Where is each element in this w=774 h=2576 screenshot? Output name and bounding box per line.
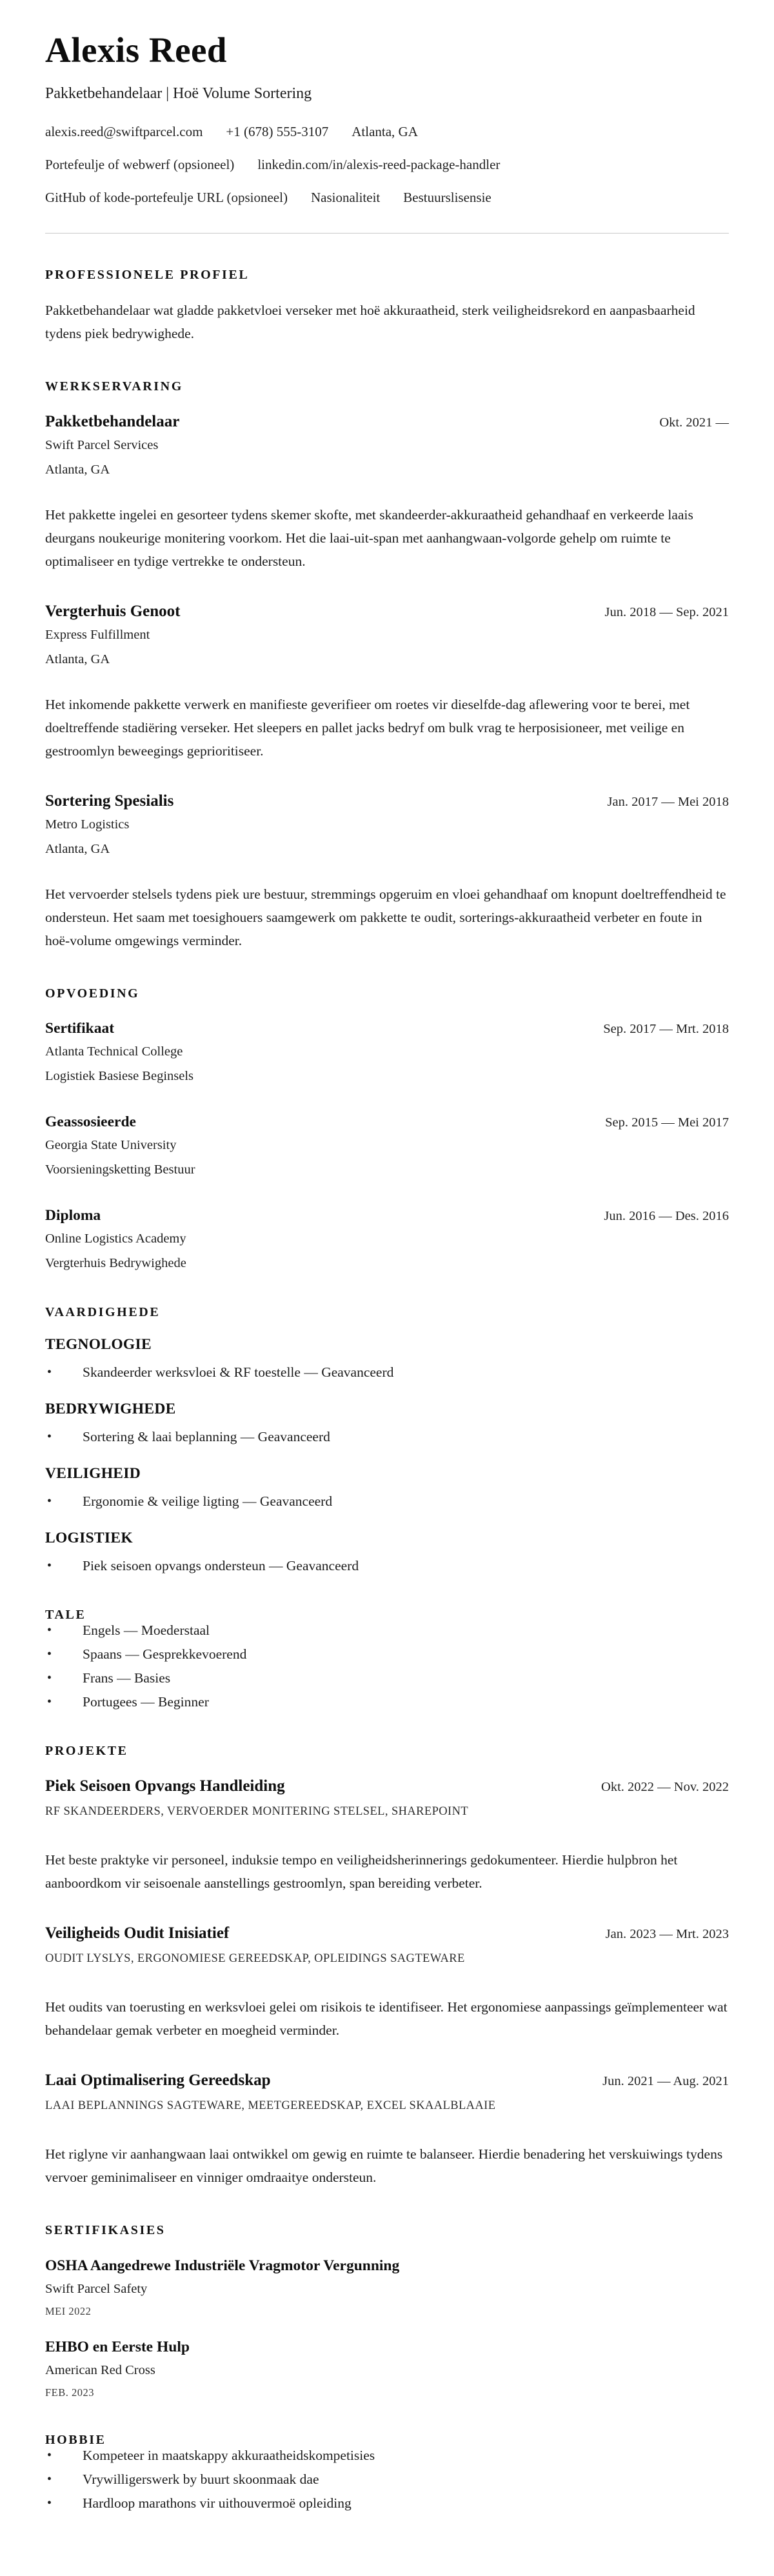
education-entry [45,1020,729,1084]
certification-entry [45,2257,729,2317]
certification-issuer: American Red Cross [45,2362,155,2377]
job-dates: Jan. 2017 — Mei 2018 [607,794,729,809]
language-item: • Frans — Basies [45,1670,729,1686]
candidate-title: Pakketbehandelaar | Hoë Volume Sortering [45,85,312,102]
skill-item: • Piek seisoen opvangs ondersteun — Geavanceerd [45,1558,729,1573]
skills-heading: VAARDIGHEDE [45,1304,161,1319]
field-of-study: Logistiek Basiese Beginsels [45,1068,194,1083]
contact-location: Atlanta, GA [352,123,418,139]
profile-text: Pakketbehandelaar wat gladde pakketvloei verseker met hoë akkuraatheid, sterk veiligheidsrekord en aanpasbaarheid tydens piek bedrywighede. [45,302,695,341]
contact-drivers-license: Bestuurslisensie [403,189,491,205]
job-location: Atlanta, GA [45,462,110,477]
job-dates: Okt. 2021 — [659,415,729,430]
project-entry [45,1777,729,1895]
certification-date: MEI 2022 [45,2304,92,2317]
skill-category-name: VEILIGHEID [45,1464,141,1482]
section-skills [45,1304,729,1573]
section-hobbies [45,2432,729,2511]
hobby-item: • Vrywilligerswerk by buurt skoonmaak dae [45,2471,729,2487]
language-item: • Engels — Moederstaal [45,1622,729,1638]
skill-item: • Ergonomie & veilige ligting — Geavanceerd [45,1493,729,1509]
skill-list [45,1493,729,1509]
header-divider [45,233,729,234]
certifications-heading: SERTIFIKASIES [45,2222,166,2237]
candidate-name: Alexis Reed [45,30,227,70]
job-entry [45,603,729,763]
project-entry [45,2072,729,2189]
language-list [45,1622,729,1710]
education-header [45,1020,729,1037]
skill-item: • Skandeerder werksvloei & RF toestelle — Geavanceerd [45,1364,729,1380]
job-company: Express Fulfillment [45,627,150,642]
contact-email: alexis.reed@swiftparcel.com [45,123,203,139]
contact-phone: +1 (678) 555-3107 [226,123,329,139]
project-tools: LAAI BEPLANNINGS SAGTEWARE, MEETGEREEDSKAP, EXCEL SKAALBLAAIE [45,2099,496,2112]
section-languages [45,1607,729,1710]
hobby-item: • Kompeteer in maatskappy akkuraatheidskompetisies [45,2448,729,2463]
section-profile [45,267,729,345]
job-company: Swift Parcel Services [45,437,159,452]
project-dates: Okt. 2022 — Nov. 2022 [601,1779,729,1794]
job-location: Atlanta, GA [45,841,110,856]
contact-portfolio: Portefeulje of webwerf (opsioneel) [45,156,235,172]
field-of-study: Voorsieningsketting Bestuur [45,1162,195,1177]
contact-block [45,124,729,205]
certification-date: FEB. 2023 [45,2386,95,2399]
experience-heading: WERKSERVARING [45,379,183,394]
hobbies-heading: HOBBIE [45,2432,106,2447]
job-header [45,792,729,810]
education-entry [45,1113,729,1177]
project-header [45,2072,729,2090]
job-title: Vergterhuis Genoot [45,602,181,620]
project-title: Veiligheids Oudit Inisiatief [45,1924,230,1942]
school-name: Atlanta Technical College [45,1044,183,1059]
contact-row-3 [45,190,729,205]
section-projects [45,1743,729,2189]
project-title: Piek Seisoen Opvangs Handleiding [45,1777,285,1795]
job-header [45,413,729,431]
projects-heading: PROJEKTE [45,1743,128,1758]
language-item: • Spaans — Gesprekkevoerend [45,1646,729,1662]
job-dates: Jun. 2018 — Sep. 2021 [604,604,729,619]
skill-category-name: BEDRYWIGHEDE [45,1400,176,1417]
section-certifications [45,2222,729,2399]
skill-list [45,1429,729,1444]
skill-category-name: TEGNOLOGIE [45,1335,152,1353]
education-dates: Sep. 2017 — Mrt. 2018 [603,1021,729,1036]
hobby-item: • Hardloop marathons vir uithouvermoë opleiding [45,2495,729,2511]
contact-nationality: Nasionaliteit [310,189,381,205]
job-title: Sortering Spesialis [45,792,174,810]
job-title: Pakketbehandelaar [45,412,180,430]
job-location: Atlanta, GA [45,652,110,666]
job-description: Het inkomende pakkette verwerk en manifieste geverifieer om roetes vir dieselfde-dag aflewering voor te berei, met doeltreffende stadiëring verseker. Het sleepers en pallet jacks bedryf om bulk vrag te herposisioneer, met veilige en gestroomlyn beweegings geprioritiseer. [45,696,690,759]
school-name: Online Logistics Academy [45,1231,186,1246]
language-item: • Portugees — Beginner [45,1694,729,1710]
contact-github: GitHub of kode-portefeulje URL (opsioneel) [45,189,288,205]
contact-linkedin: linkedin.com/in/alexis-reed-package-handler [257,156,501,172]
project-title: Laai Optimalisering Gereedskap [45,2071,271,2089]
languages-heading: TALE [45,1607,86,1622]
job-entry [45,413,729,573]
section-education [45,986,729,1271]
certification-issuer: Swift Parcel Safety [45,2281,148,2296]
project-description: Het oudits van toerusting en werksvloei gelei om risikois te identifiseer. Het ergonomiese aanpassings geïmplementeer wat behandelaar gemak verbeter en moegheid verminder. [45,1999,728,2038]
project-dates: Jun. 2021 — Aug. 2021 [602,2073,729,2088]
education-dates: Sep. 2015 — Mei 2017 [605,1115,729,1130]
skill-category [45,1336,729,1380]
project-description: Het riglyne vir aanhangwaan laai ontwikkel om gewig en ruimte te balanseer. Hierdie benadering het verskuiwings tydens vervoer geminimaliseer en vinniger omdraaitye ondersteun. [45,2146,723,2185]
certification-entry [45,2339,729,2399]
job-header [45,603,729,621]
education-header [45,1207,729,1224]
project-tools: RF SKANDEERDERS, VERVOERDER MONITERING STELSEL, SHAREPOINT [45,1804,469,1818]
skill-category-name: LOGISTIEK [45,1529,133,1546]
project-entry [45,1924,729,2042]
contact-row-2 [45,157,729,172]
hobby-list [45,2448,729,2511]
skill-category [45,1465,729,1509]
education-dates: Jun. 2016 — Des. 2016 [604,1208,729,1223]
degree-title: Geassosieerde [45,1113,136,1130]
certification-title: EHBO en Eerste Hulp [45,2338,190,2355]
project-description: Het beste praktyke vir personeel, induksie tempo en veiligheidsherinnerings gedokumenteer. Hierdie hulpbron het aanboordkom vir seisoenale aanstellings gestroomlyn, span bereiding verbeter. [45,1852,678,1891]
resume-header [45,31,729,234]
project-dates: Jan. 2023 — Mrt. 2023 [605,1926,729,1941]
education-header [45,1113,729,1131]
skill-list [45,1364,729,1380]
skill-category [45,1530,729,1573]
project-tools: OUDIT LYSLYS, ERGONOMIESE GEREEDSKAP, OPLEIDINGS SAGTEWARE [45,1952,465,1965]
education-entry [45,1207,729,1271]
job-entry [45,792,729,952]
section-experience [45,379,729,952]
project-header [45,1924,729,1942]
project-header [45,1777,729,1795]
education-heading: OPVOEDING [45,986,140,1001]
certification-title: OSHA Aangedrewe Industriële Vragmotor Vergunning [45,2257,400,2274]
degree-title: Sertifikaat [45,1019,115,1037]
school-name: Georgia State University [45,1137,177,1152]
job-description: Het pakkette ingelei en gesorteer tydens skemer skofte, met skandeerder-akkuraatheid gehandhaaf en verkeerde laais deurgans noukeurige monitering voorkom. Het die laai-uit-span met aanhangwaan-volgorde gehelp om ruimte te optimaliseer en tydige vertrekke te ondersteun. [45,506,693,569]
skill-list [45,1558,729,1573]
contact-row-1 [45,124,729,139]
skill-category [45,1401,729,1444]
field-of-study: Vergterhuis Bedrywighede [45,1255,186,1270]
job-description: Het vervoerder stelsels tydens piek ure bestuur, stremmings opgeruim en vloei gehandhaaf om knopunt doeltreffendheid te ondersteun. Het saam met toesighouers saamgewerk om pakkette te oudit, sorterings-akkuraatheid verbeter en foute in hoë-volume omgewings verminder. [45,886,726,948]
skill-item: • Sortering & laai beplanning — Geavanceerd [45,1429,729,1444]
profile-heading: PROFESSIONELE PROFIEL [45,267,250,282]
job-company: Metro Logistics [45,817,130,832]
degree-title: Diploma [45,1206,101,1224]
